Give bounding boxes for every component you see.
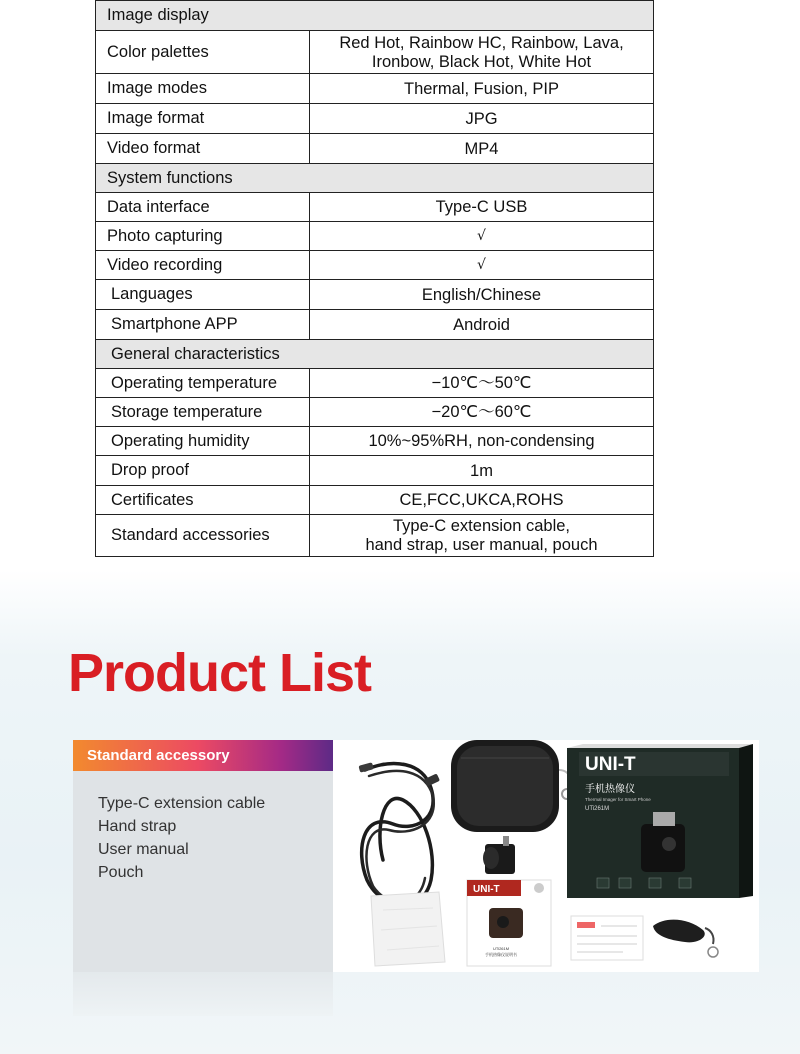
spec-value [310,222,653,250]
spec-value-lines [339,34,623,72]
box-subtitle: Thermal Imager for Smart Phone [585,797,651,802]
spec-value-lines [422,286,541,305]
spec-label: Certificates [96,486,310,514]
spec-value [310,486,653,514]
spec-value-line: 1m [470,461,493,480]
accessory-item: Hand strap [98,818,177,835]
spec-value-lines [368,432,594,451]
spec-value-line: −20℃～60℃ [431,403,532,421]
spec-label: Operating humidity [96,427,310,455]
accessory-item: User manual [98,841,189,858]
spec-value-line: JPG [465,109,498,128]
accessory-heading-bar [73,740,333,771]
spec-value-line: hand strap, user manual, pouch [365,536,598,554]
spec-row [96,31,653,74]
accessory-item: Pouch [98,864,144,881]
spec-value-line: English/Chinese [421,285,542,304]
spec-value-line: CE,FCC,UKCA,ROHS [399,491,564,509]
spec-row [96,74,653,104]
spec-section-title: Image display [107,6,209,24]
spec-value [310,515,653,556]
spec-row [96,134,653,164]
manual-title-cn: 手机热像仪说明书 [485,952,517,957]
spec-label: Drop proof [96,456,310,485]
spec-value-lines [470,462,493,481]
spec-value-line: Thermal, Fusion, PIP [404,79,559,98]
spec-value-lines [365,517,597,555]
spec-label: Standard accessories [96,515,310,556]
spec-value [310,398,653,426]
manual-brand: UNI-T [473,884,500,895]
spec-label: Image modes [96,74,310,103]
spec-row [96,486,653,515]
pouch-image [451,740,572,832]
spec-value [310,74,653,103]
spec-row [96,515,653,557]
accessory-item: Type-C extension cable [98,795,266,812]
accessory-list [98,792,265,884]
spec-label: Photo capturing [96,222,310,250]
spec-section-title: System functions [107,168,233,187]
spec-value [310,31,653,73]
spec-value [310,456,653,485]
spec-value [310,193,653,221]
spec-row [96,104,653,134]
spec-value-line: √ [477,257,486,273]
spec-row [96,398,653,427]
spec-value-lines [399,491,563,510]
spec-value-lines [432,403,532,422]
spec-section-row [96,164,653,193]
spec-label: Languages [96,280,310,309]
spec-row [96,369,653,398]
accessory-heading: Standard accessory [87,747,230,764]
spec-value-line: Type-C extension cable, [392,517,570,535]
spec-value-lines [453,316,510,335]
spec-label: Image format [96,104,310,133]
spec-value-lines [465,140,499,159]
spec-row [96,427,653,456]
spec-value-line: Android [453,315,510,334]
spec-value [310,280,653,309]
manual-image [467,880,551,966]
spec-value-line: √ [477,228,486,244]
box-title-cn: 手机热像仪 [585,784,635,795]
spec-table [95,0,654,557]
spec-value-lines [404,80,559,99]
box-brand: UNI-T [585,754,636,775]
spec-value-lines [432,374,532,393]
spec-value [310,427,653,455]
spec-value-lines [477,256,486,275]
cloth-image [371,892,445,966]
card-image [571,916,643,960]
accessory-info [73,740,333,972]
spec-label: Video recording [96,251,310,279]
hand-strap-image [653,920,718,957]
spec-value-lines [436,198,528,217]
spec-label: Operating temperature [96,369,310,397]
spec-value-line: −10℃～50℃ [431,374,532,392]
panel-shadow-band [73,972,333,1016]
spec-value [310,369,653,397]
spec-value [310,310,653,339]
spec-value-lines [465,110,497,129]
spec-label: Video format [96,134,310,163]
spec-value-line: 10%~95%RH, non-condensing [368,432,595,450]
spec-value [310,134,653,163]
spec-value-line: MP4 [464,139,499,158]
spec-label: Smartphone APP [96,310,310,339]
spec-value [310,251,653,279]
spec-row [96,310,653,340]
product-list-title: Product List [68,643,372,703]
spec-label: Data interface [96,193,310,221]
spec-label: Storage temperature [96,398,310,426]
spec-section-row [96,0,653,31]
product-box-image [567,744,753,898]
spec-row [96,251,653,280]
spec-value-line: Red Hot, Rainbow HC, Rainbow, Lava, [339,33,624,52]
spec-row [96,280,653,310]
accessory-panel [73,740,759,972]
cable-image [358,762,440,905]
spec-value-line: Type-C USB [435,198,528,216]
product-photo [353,740,753,972]
spec-section-row [96,340,653,369]
spec-value [310,104,653,133]
spec-value-line: Ironbow, Black Hot, White Hot [371,52,592,71]
spec-label: Color palettes [96,31,310,73]
spec-row [96,456,653,486]
manual-model: UTi261M [493,946,510,951]
spec-row [96,193,653,222]
spec-row [96,222,653,251]
spec-value-lines [477,227,486,246]
box-model: UTi261M [585,806,610,812]
camera-module-image [483,836,515,874]
spec-section-title: General characteristics [111,344,280,363]
product-list-section [0,570,800,1054]
